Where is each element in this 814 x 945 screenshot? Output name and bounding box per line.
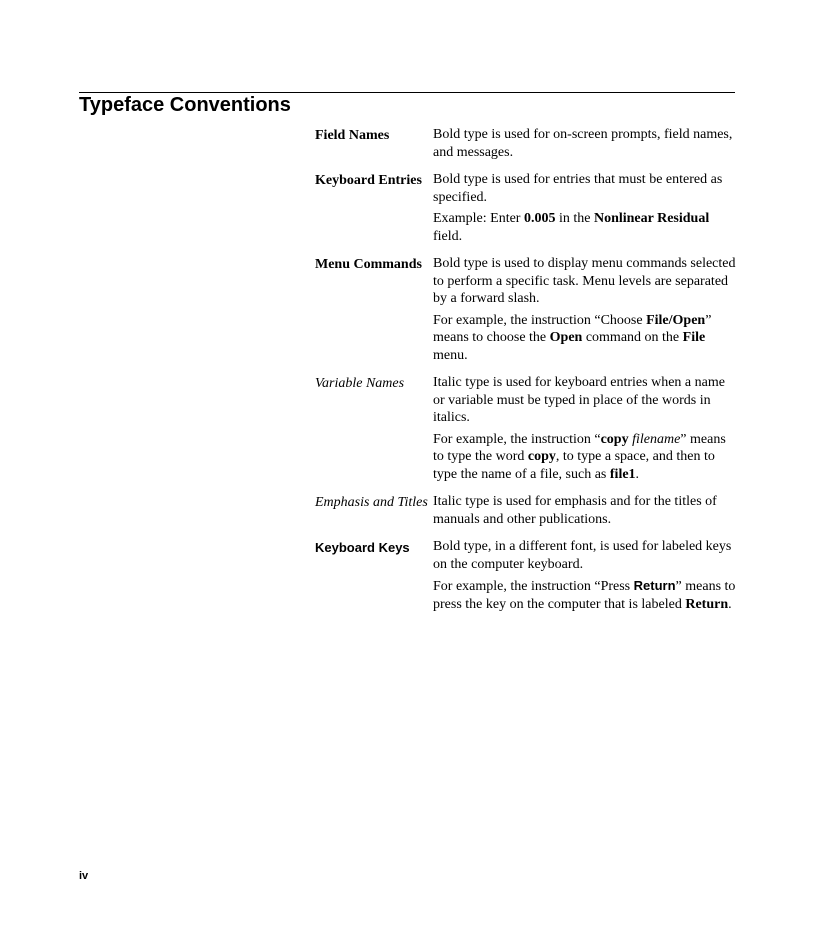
text-run: copy <box>527 449 556 464</box>
convention-description <box>433 254 737 364</box>
page-number: iv <box>79 870 89 882</box>
description-paragraph <box>433 312 737 365</box>
text-run: Nonlinear Residual <box>593 211 710 226</box>
description-paragraph <box>433 255 737 308</box>
description-paragraph <box>433 538 737 573</box>
convention-term: Emphasis and Titles <box>315 495 428 510</box>
convention-description <box>433 492 737 528</box>
convention-term: Variable Names <box>315 376 405 391</box>
text-run: Bold type, in a different font, is used for labeled keys on the computer keyboard. <box>433 539 732 572</box>
text-run: . <box>635 466 640 482</box>
description-paragraph <box>433 493 737 528</box>
text-run: , to type a space, and then to type the name of a file, such as <box>433 449 715 482</box>
text-run: For example, the instruction “Press <box>433 579 634 594</box>
convention-description <box>433 170 737 245</box>
convention-description <box>433 125 737 161</box>
convention-entry <box>315 170 737 245</box>
convention-description <box>433 537 737 613</box>
text-run: For example, the instruction “ <box>433 431 601 447</box>
convention-entry <box>315 492 737 528</box>
text-run: command on the <box>582 330 683 345</box>
convention-entry <box>315 125 737 161</box>
convention-entry <box>315 254 737 364</box>
convention-term: Keyboard Entries <box>315 173 422 188</box>
description-paragraph <box>433 126 737 161</box>
convention-term: Keyboard Keys <box>315 540 410 555</box>
text-run: copy <box>600 431 629 447</box>
text-run: menu. <box>433 347 468 363</box>
text-run: For example, the instruction “Choose <box>433 312 647 328</box>
text-run: Bold type is used for on-screen prompts, field names, and messages. <box>433 127 733 160</box>
text-run: file1 <box>609 466 636 482</box>
text-run: Return <box>633 578 676 593</box>
text-run: Bold type is used to display menu commands selected to perform a specific task. Menu levels are separated by a forward slash. <box>433 256 736 306</box>
description-paragraph <box>433 431 737 484</box>
text-run: ” means to type the word <box>433 431 726 464</box>
section-title: Typeface Conventions <box>79 94 291 116</box>
description-paragraph <box>433 171 737 206</box>
description-paragraph <box>433 577 737 613</box>
convention-term: Field Names <box>315 128 390 143</box>
text-run: Return <box>685 596 729 612</box>
text-run: . <box>728 596 732 612</box>
description-paragraph <box>433 210 737 245</box>
text-run: Bold type is used for entries that must be entered as specified. <box>433 172 723 205</box>
text-run: Example: Enter <box>433 211 524 226</box>
text-run: File/Open <box>646 312 706 328</box>
text-run: in the <box>555 211 594 226</box>
text-run: Italic type is used for keyboard entries when a name or variable must be typed in place of the words in italics. <box>433 375 725 425</box>
text-run: ” means to choose the <box>433 312 712 345</box>
conventions-list <box>315 125 737 622</box>
text-run: Open <box>549 330 583 345</box>
text-run: filename <box>632 431 681 447</box>
convention-description <box>433 373 737 483</box>
text-run: 0.005 <box>523 211 556 226</box>
convention-entry <box>315 537 737 613</box>
description-paragraph <box>433 374 737 427</box>
text-run: Italic type is used for emphasis and for the titles of manuals and other publications. <box>433 494 717 527</box>
text-run: ” means to press the key on the computer that is labeled <box>433 579 736 612</box>
text-run: File <box>682 330 706 345</box>
text-run: field. <box>433 228 463 244</box>
convention-term: Menu Commands <box>315 257 422 272</box>
convention-entry <box>315 373 737 483</box>
